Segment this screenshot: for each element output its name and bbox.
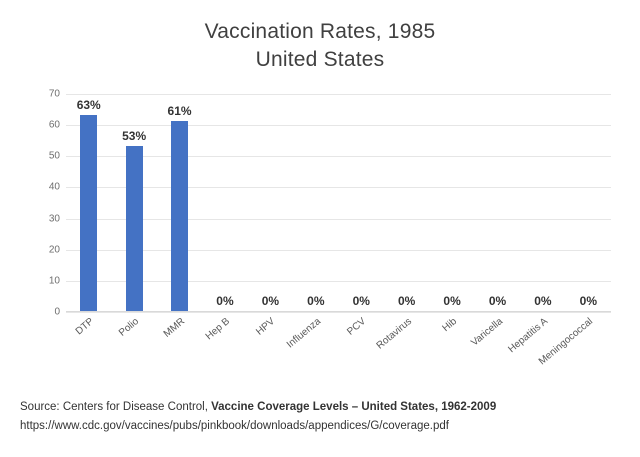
bar-value-label: 0% <box>397 294 416 308</box>
x-axis-tick-label: Hepatitis A <box>506 316 550 356</box>
x-axis-tick-label: Rotavirus <box>374 316 414 352</box>
chart-title: Vaccination Rates, 1985 <box>204 20 436 43</box>
chart-title-block <box>0 18 640 74</box>
bar-column <box>157 94 202 311</box>
source-line-1 <box>20 398 620 417</box>
bar-column <box>202 94 247 311</box>
source-url: https://www.cdc.gov/vaccines/pubs/pinkbook/downloads/appendices/G/coverage.pdf <box>20 420 449 432</box>
bar-value-label: 0% <box>488 294 507 308</box>
gridline <box>54 306 611 318</box>
x-axis-tick-label: MMR <box>161 316 187 340</box>
bar-column <box>339 94 384 311</box>
x-axis-tick <box>66 314 111 392</box>
x-axis-labels <box>66 314 611 392</box>
x-axis-tick-label: Hib <box>440 316 460 335</box>
source-note <box>20 398 620 436</box>
source-prefix: Source: Centers for Disease Control, <box>20 401 212 413</box>
bar <box>80 115 97 311</box>
chart-subtitle: United States <box>255 48 385 71</box>
y-axis-tick-label: 40 <box>48 181 60 193</box>
x-axis-tick-label: Polio <box>117 316 142 339</box>
x-axis-tick-label: Hep B <box>203 316 233 343</box>
y-axis-tick-label: 60 <box>48 119 60 131</box>
bar-column <box>520 94 565 311</box>
x-axis-tick-label: Varicella <box>468 316 505 349</box>
x-axis-tick-label: DTP <box>73 316 96 338</box>
bar-column <box>293 94 338 311</box>
x-axis-tick <box>248 314 293 392</box>
x-axis-tick <box>111 314 156 392</box>
y-axis-tick-label: 10 <box>48 275 60 287</box>
x-axis-tick <box>429 314 474 392</box>
y-axis-tick-label: 20 <box>48 244 60 256</box>
bar-column <box>429 94 474 311</box>
bar-value-label: 0% <box>352 294 370 308</box>
y-axis-tick-label: 70 <box>48 88 60 100</box>
x-axis-tick <box>339 314 384 392</box>
x-axis-tick-label: Influenza <box>284 316 323 351</box>
bar-value-label: 63% <box>76 97 101 112</box>
bar <box>126 146 143 311</box>
bar-value-label: 61% <box>167 104 192 119</box>
source-citation: Vaccine Coverage Levels – United States, 1962-2009 <box>211 401 497 413</box>
x-axis-tick <box>284 314 338 392</box>
x-axis-tick <box>202 314 247 392</box>
bar-column <box>248 94 293 311</box>
bar-value-label: 0% <box>216 294 234 308</box>
bar-column <box>66 94 111 311</box>
bar-value-label: 0% <box>534 294 552 308</box>
y-axis-tick-label: 0 <box>54 306 60 318</box>
x-axis-tick-label: PCV <box>345 316 369 338</box>
y-axis-tick-label: 50 <box>48 150 60 162</box>
bar-value-label: 0% <box>579 294 598 308</box>
x-axis-tick <box>374 314 429 392</box>
bar-column <box>475 94 520 311</box>
x-axis-tick-label: Meningococcal <box>537 316 596 368</box>
bar <box>171 121 188 311</box>
bar-value-label: 53% <box>122 128 147 143</box>
chart-area <box>18 82 622 392</box>
y-axis-tick-label: 30 <box>48 213 60 225</box>
bar-value-label: 0% <box>307 294 325 308</box>
bar-value-label: 0% <box>261 294 280 308</box>
plot-region <box>48 88 611 318</box>
bar-series <box>66 94 611 311</box>
x-axis-tick-label: HPV <box>254 316 278 338</box>
x-axis-tick <box>537 314 611 392</box>
x-axis-tick <box>157 314 202 392</box>
bar-column <box>111 94 156 311</box>
bar-column <box>384 94 429 311</box>
bar-column <box>566 94 611 311</box>
bar-value-label: 0% <box>443 294 461 308</box>
